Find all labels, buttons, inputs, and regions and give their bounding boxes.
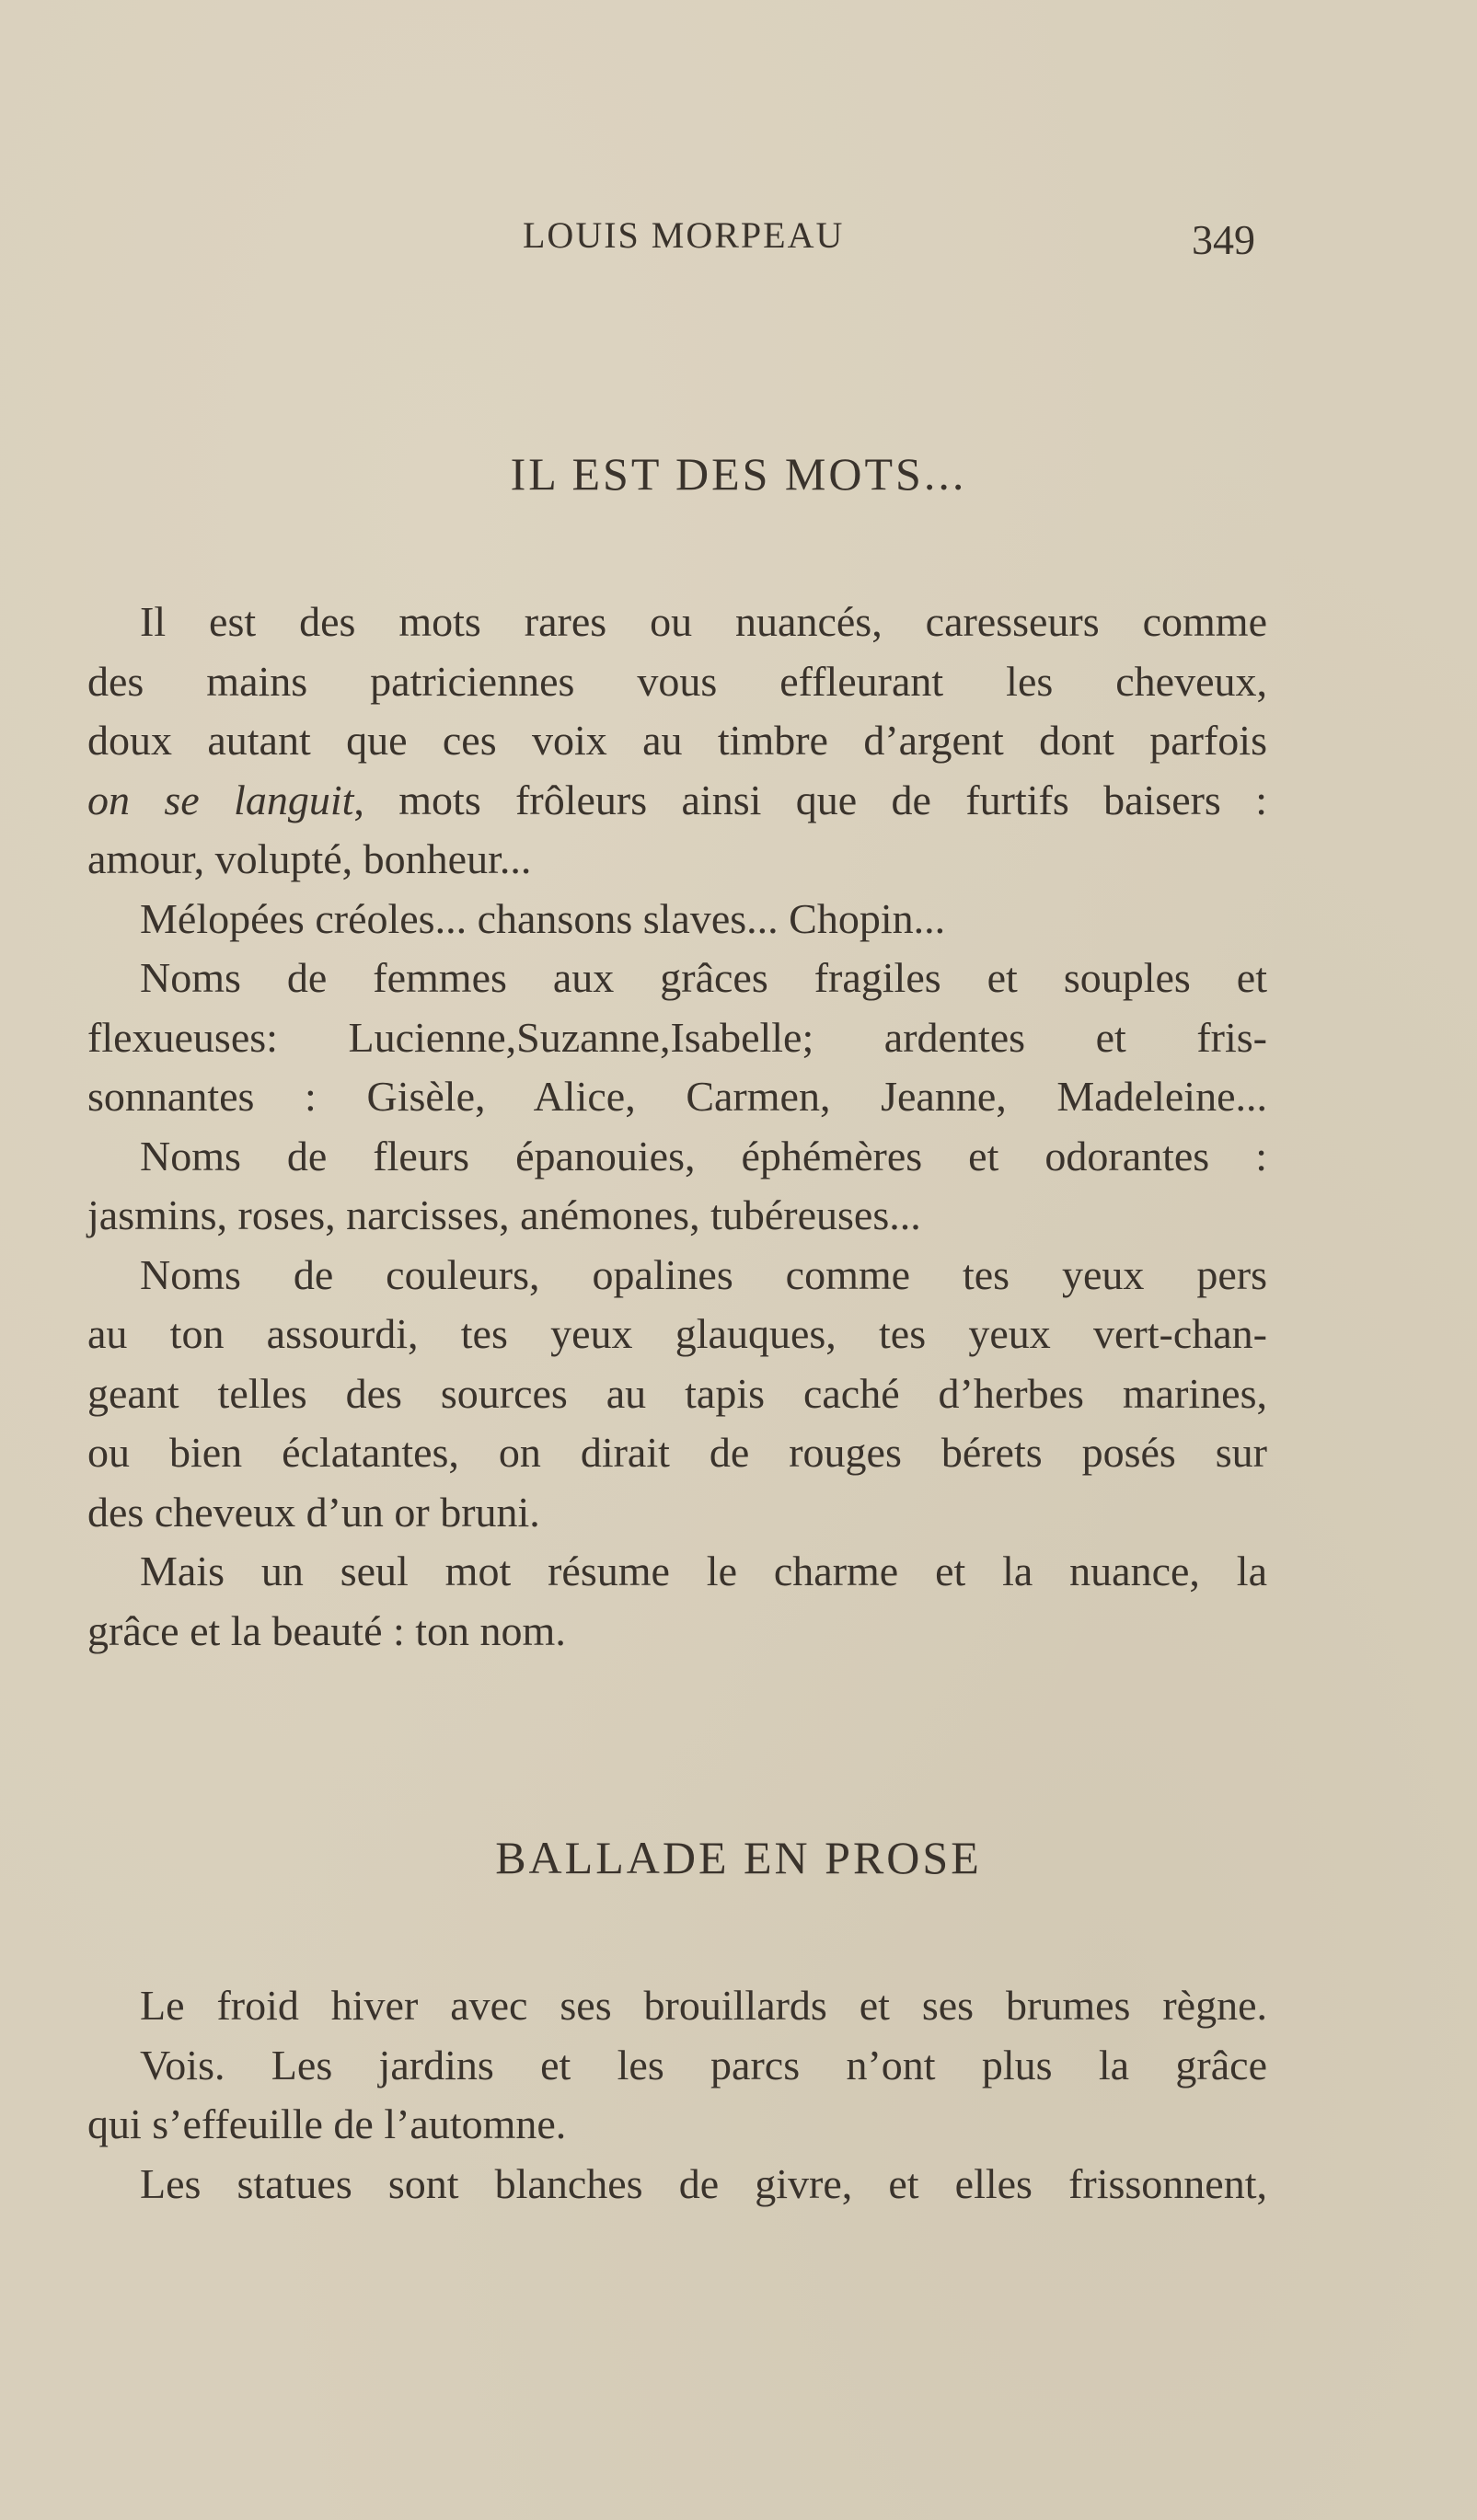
text-line: Vois. Les jardins et les parcs n’ont plus la grâce [140,2041,1267,2088]
page-number: 349 [1192,216,1255,263]
text-line: qui s’effeuille de l’automne. [87,2100,567,2147]
running-head [0,210,1477,265]
text-line: Le froid hiver avec ses brouillards et ses brumes règne. [140,1982,1267,2029]
text-line: Mais un seul mot résume le charme et la nuance, la [140,1548,1267,1594]
text-line: au ton assourdi, tes yeux glauques, tes yeux vert-chan- [87,1310,1267,1357]
text-line: Noms de fleurs épanouies, éphémères et odorantes : [140,1132,1267,1179]
text-line: Les statues sont blanches de givre, et elles frissonnent, [140,2159,1267,2207]
text-line: geant telles des sources au tapis caché d’herbes marines, [87,1369,1267,1417]
section-body-ballade-en-prose [87,1976,1267,2214]
text-line: flexueuses: Lucienne,Suzanne,Isabelle; ardentes et fris- [87,1013,1267,1061]
text-line: jasmins, roses, narcisses, anémones, tubéreuses... [87,1191,921,1238]
italic-phrase: on se languit [87,776,354,823]
text-line: grâce et la beauté : ton nom. [87,1606,566,1654]
text-line: Noms de couleurs, opalines comme tes yeux pers [140,1250,1267,1298]
text-line: ou bien éclatantes, on dirait de rouges bérets posés sur [87,1429,1267,1476]
text-line: doux autant que ces voix au timbre d’argent dont parfois [87,717,1267,764]
text-line-with-italic [87,771,1267,831]
text-line: des cheveux d’un or bruni. [87,1488,540,1536]
section-body-il-est-des-mots [87,593,1267,1661]
text-line: Noms de femmes aux grâces fragiles et souples et [140,954,1267,1001]
text-line: Il est des mots rares ou nuancés, caresseurs comme [140,598,1267,645]
section-title-ballade-en-prose: BALLADE EN PROSE [495,1832,982,1883]
text-line: Mélopées créoles... chansons slaves... Chopin... [140,894,946,942]
section-title-il-est-des-mots: IL EST DES MOTS... [510,448,967,500]
text-line: des mains patriciennes vous effleurant les cheveux, [87,657,1267,705]
running-head-title: LOUIS MORPEAU [523,214,845,256]
text-line-rest: , mots frôleurs ainsi que de furtifs baisers : [353,776,1267,823]
text-line: amour, volupté, bonheur... [87,835,532,882]
text-line: sonnantes : Gisèle, Alice, Carmen, Jeanne, Madeleine... [87,1073,1267,1120]
